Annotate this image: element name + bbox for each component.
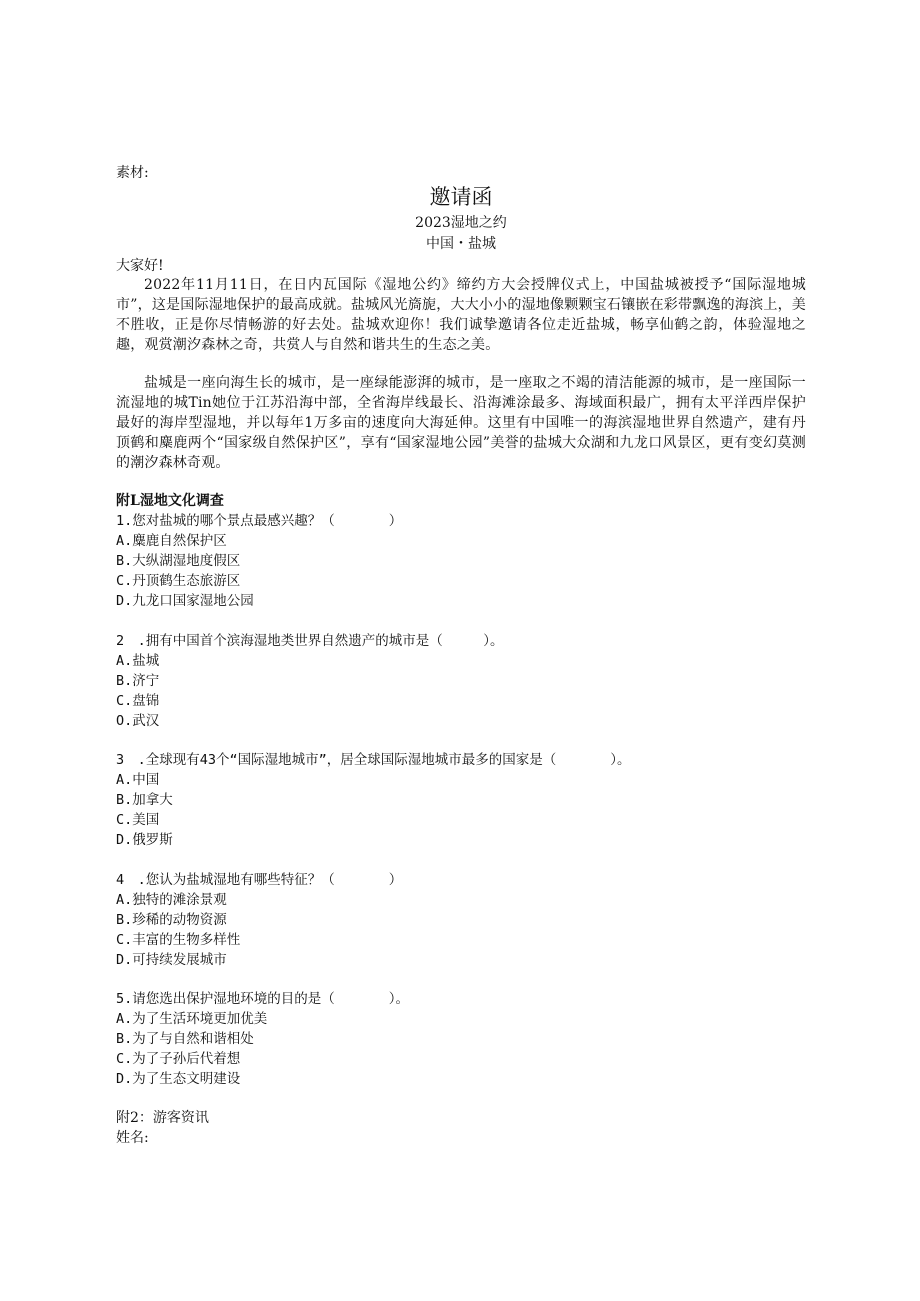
- option-c: C.为了子孙后代着想: [116, 1051, 241, 1067]
- option-b: B.济宁: [116, 673, 160, 689]
- option-d: D.俄罗斯: [116, 832, 173, 848]
- question-text: 4 .您认为盐城湿地有哪些特征？（ ）: [116, 872, 403, 888]
- question-3: [116, 750, 806, 850]
- intro-paragraph: 2022年11月11日，在日内瓦国际《湿地公约》缔约方大会授牌仪式上，中国盐城被授予“国际湿地城市”，这是国际湿地保护的最高成就。盐城风光旖旎，大大小小的湿地像颗颗宝石镶嵌在彩带飘逸的海滨上，美不胜收，正是你尽情畅游的好去处。盐城欢迎你！我们诚挚邀请各位走近盐城，畅享仙鹤之韵，体验湿地之趣，观赏潮汐森林之奇，共赏人与自然和谐共生的生态之美。: [116, 277, 806, 353]
- option-d: D.为了生态文明建设: [116, 1071, 241, 1087]
- subtitle: 2023湿地之约: [415, 215, 507, 231]
- question-text: 2 .拥有中国首个滨海湿地类世界自然遗产的城市是（ ）。: [116, 633, 504, 649]
- option-a: A.独特的滩涂景观: [116, 892, 227, 908]
- question-2: [116, 631, 806, 731]
- question-4: [116, 870, 806, 970]
- option-a: A.为了生活环境更加优美: [116, 1011, 268, 1027]
- greeting: 大家好!: [116, 258, 164, 274]
- option-c: C.美国: [116, 812, 160, 828]
- question-text: 5.请您选出保护湿地环境的目的是（ ）。: [116, 991, 410, 1007]
- option-a: A.盐城: [116, 653, 160, 669]
- place-line: 中国・盐城: [426, 236, 496, 252]
- visitor-info-heading: 附2：游客资讯: [116, 1110, 209, 1126]
- question-text: 3 .全球现有43个“国际湿地城市”，居全球国际湿地城市最多的国家是（ ）。: [116, 752, 631, 768]
- page-title: 邀请函: [429, 185, 493, 209]
- option-a: A.麋鹿自然保护区: [116, 533, 227, 549]
- city-paragraph: 盐城是一座向海生长的城市，是一座绿能澎湃的城市，是一座取之不竭的清洁能源的城市，是一座国际一流湿地的城Tin她位于江苏沿海中部，全省海岸线最长、沿海滩涂最多、海域面积最广，拥有太平洋西岸保护最好的海岸型湿地，并以每年1万多亩的速度向大海延伸。这里有中国唯一的海滨湿地世界自然遗产，建有丹顶鹤和麋鹿两个“国家级自然保护区”，享有“国家湿地公园”美誉的盐城大众湖和九龙口风景区，更有变幻莫测的潮汐森林奇观。: [116, 375, 806, 471]
- option-c: C.丹顶鹤生态旅游区: [116, 573, 241, 589]
- option-b: B.大纵湖湿地度假区: [116, 553, 241, 569]
- option-d: O.武汉: [116, 713, 160, 729]
- option-b: B.珍稀的动物资源: [116, 912, 227, 928]
- option-c: C.丰富的生物多样性: [116, 932, 241, 948]
- option-c: C.盘锦: [116, 693, 160, 709]
- question-1: [116, 511, 806, 611]
- question-text: 1.您对盐城的哪个景点最感兴趣？（ ）: [116, 513, 403, 529]
- question-5: [116, 989, 806, 1089]
- name-label: 姓名:: [116, 1130, 149, 1146]
- option-a: A.中国: [116, 772, 160, 788]
- option-d: D.九龙口国家湿地公园: [116, 593, 254, 609]
- material-label: 素材:: [116, 165, 149, 181]
- option-b: B.为了与自然和谐相处: [116, 1031, 254, 1047]
- survey-heading: 附L湿地文化调查: [116, 493, 224, 509]
- option-d: D.可持续发展城市: [116, 952, 227, 968]
- option-b: B.加拿大: [116, 792, 173, 808]
